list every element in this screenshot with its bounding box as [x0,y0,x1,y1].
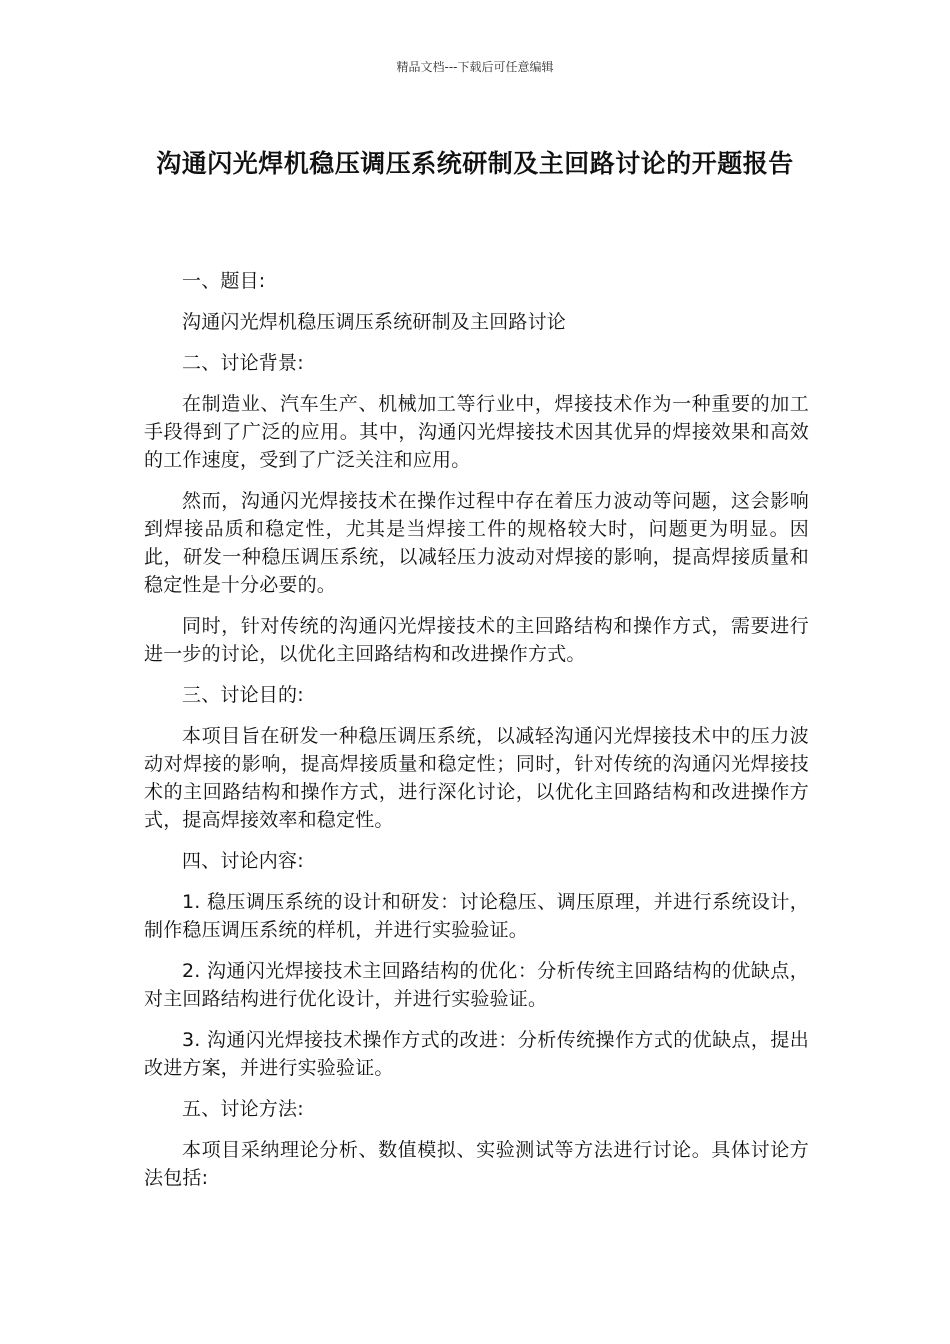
document-body [144,267,809,1205]
section-heading-method: 五、讨论方法: [182,1098,304,1120]
content-list-item: 2. 沟通闪光焊接技术主回路结构的优化：分析传统主回路结构的优缺点，对主回路结构进行优化设计，并进行实验验证。 [144,960,809,1010]
content-list-item: 3. 沟通闪光焊接技术操作方式的改进：分析传统操作方式的优缺点，提出改进方案，并进行实验验证。 [144,1029,809,1079]
method-paragraph: 本项目采纳理论分析、数值模拟、实验测试等方法进行讨论。具体讨论方法包括: [144,1139,809,1189]
content-list-item: 1. 稳压调压系统的设计和研发：讨论稳压、调压原理，并进行系统设计，制作稳压调压系统的样机，并进行实验验证。 [144,891,809,941]
background-paragraph: 然而，沟通闪光焊接技术在操作过程中存在着压力波动等问题，这会影响到焊接品质和稳定性，尤其是当焊接工件的规格较大时，问题更为明显。因此，研发一种稳压调压系统，以减轻压力波动对焊接的影响，提高焊接质量和稳定性是十分必要的。 [144,490,809,596]
background-paragraph: 在制造业、汽车生产、机械加工等行业中，焊接技术作为一种重要的加工手段得到了广泛的应用。其中，沟通闪光焊接技术因其优异的焊接效果和高效的工作速度，受到了广泛关注和应用。 [144,393,809,471]
background-paragraph: 同时，针对传统的沟通闪光焊接技术的主回路结构和操作方式，需要进行进一步的讨论，以优化主回路结构和改进操作方式。 [144,615,809,665]
topic-text: 沟通闪光焊机稳压调压系统研制及主回路讨论 [182,311,567,333]
page-header-note: 精品文档---下载后可任意编辑 [396,60,554,74]
section-heading-content: 四、讨论内容: [182,850,304,872]
purpose-paragraph: 本项目旨在研发一种稳压调压系统，以减轻沟通闪光焊接技术中的压力波动对焊接的影响，提高焊接质量和稳定性；同时，针对传统的沟通闪光焊接技术的主回路结构和操作方式，进行深化讨论，以优化主回路结构和改进操作方式，提高焊接效率和稳定性。 [144,725,809,831]
section-heading-purpose: 三、讨论目的: [182,684,304,706]
section-heading-background: 二、讨论背景: [182,352,304,374]
section-heading-topic: 一、题目: [182,270,266,292]
document-title: 沟通闪光焊机稳压调压系统研制及主回路讨论的开题报告 [156,149,794,178]
